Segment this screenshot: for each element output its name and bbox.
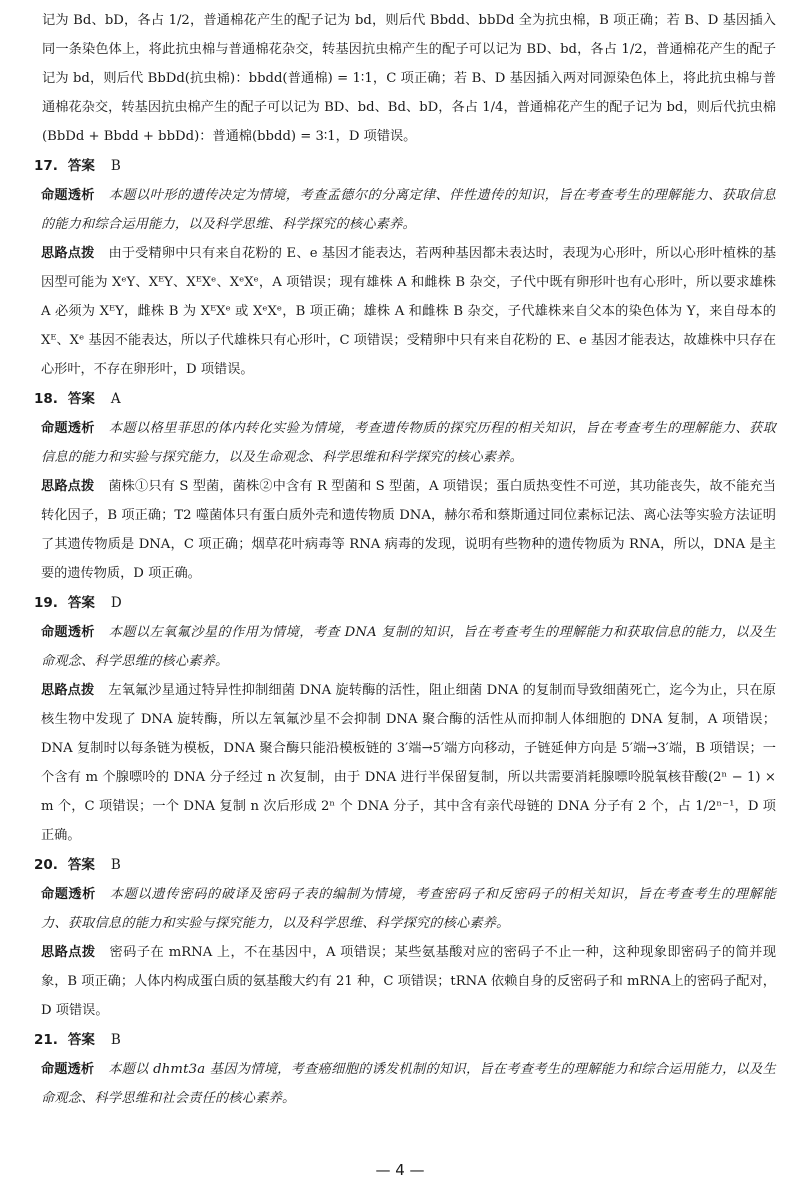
thinking-label: 思路点拨	[41, 479, 95, 494]
answer-value: B	[110, 1032, 121, 1048]
answer-label: 答案	[67, 158, 95, 174]
answer-line	[34, 588, 776, 618]
analysis-text: 本题以遗传密码的破译及密码子表的编制为情境，考查密码子和反密码子的相关知识，旨在考查考生的理解能力、获取信息的能力和实验与探究能力，以及科学思维、科学探究的核心素养。	[41, 887, 776, 931]
answer-line	[34, 1025, 776, 1055]
analysis-label: 命题透析	[41, 421, 95, 436]
answer-label: 答案	[67, 1032, 95, 1048]
analysis-text: 本题以左氧氟沙星的作用为情境，考查 DNA 复制的知识，旨在考查考生的理解能力和获取信息的能力，以及生命观念、科学思维的核心素养。	[41, 625, 777, 669]
thinking-label: 思路点拨	[41, 945, 96, 960]
analysis-label: 命题透析	[41, 887, 96, 902]
answer-value: D	[110, 595, 122, 611]
analysis-paragraph	[41, 618, 776, 676]
thinking-text: 左氧氟沙星通过特异性抑制细菌 DNA 旋转酶的活性，阻止细菌 DNA 的复制而导致细菌死亡，迄今为止，只在原核生物中发现了 DNA 旋转酶，所以左氧氟沙星不会抑制 DNA 聚合酶的活性从而抑制人体细胞的 DNA 复制，A 项错误；DNA 复制时以每条链为模板，DNA 聚合酶只能沿模板链的 3′端→5′端方向移动，子链延伸方向是 5′端→3′端，B 项错误；一个含有 m 个腺嘌呤的 DNA 分子经过 n 次复制，由于 DNA 进行半保留复制，所以共需要消耗腺嘌呤脱氧核苷酸(2ⁿ − 1) × m 个，C 项错误；一个 DNA 复制 n 次后形成 2ⁿ 个 DNA 分子，其中含有亲代母链的 DNA 分子有 2 个，占 1/2ⁿ⁻¹，D 项正确。	[41, 683, 776, 843]
analysis-paragraph	[41, 414, 776, 472]
answer-label: 答案	[67, 595, 95, 611]
answer-value: A	[110, 391, 121, 407]
thinking-paragraph	[41, 676, 776, 850]
analysis-paragraph	[41, 880, 776, 938]
answer-value: B	[110, 857, 121, 873]
thinking-text: 由于受精卵中只有来自花粉的 E、e 基因才能表达，若两种基因都未表达时，表现为心形叶，所以心形叶植株的基因型可能为 XᵉY、XᴱY、XᴱXᵉ、XᵉXᵉ，A 项错误；现有雄株 A 和雌株 B 杂交，子代中既有卵形叶也有心形叶，所以要求雄株 A 必须为 XᴱY，雌株 B 为 XᴱXᵉ 或 XᵉXᵉ，B 项正确；雄株 A 和雌株 B 杂交，子代雄株来自父本的染色体为 Y，来自母本的 Xᴱ、Xᵉ 基因不能表达，所以子代雄株只有心形叶，C 项错误；受精卵中只有来自花粉的 E、e 基因才能表达，故雄株中只存在心形叶，不存在卵形叶，D 项错误。	[41, 246, 777, 377]
answer-label: 答案	[67, 391, 95, 407]
analysis-text: 本题以叶形的遗传决定为情境，考查孟德尔的分离定律、伴性遗传的知识，旨在考查考生的理解能力、获取信息的能力和综合运用能力，以及科学思维、科学探究的核心素养。	[41, 188, 777, 232]
question-block	[34, 384, 776, 588]
analysis-label: 命题透析	[41, 1062, 95, 1077]
analysis-paragraph	[41, 181, 776, 239]
question-list	[34, 151, 776, 1113]
answer-line	[34, 384, 776, 414]
question-block	[34, 588, 776, 850]
answer-value: B	[110, 158, 121, 174]
page-number: — 4 —	[375, 1161, 425, 1179]
thinking-label: 思路点拨	[41, 683, 95, 698]
question-number: 19.	[34, 595, 58, 611]
analysis-label: 命题透析	[41, 625, 95, 640]
thinking-paragraph	[41, 938, 776, 1025]
analysis-text: 本题以格里菲思的体内转化实验为情境，考查遗传物质的探究历程的相关知识，旨在考查考生的理解能力、获取信息的能力和实验与探究能力，以及生命观念、科学思维和科学探究的核心素养。	[41, 421, 777, 465]
analysis-paragraph	[41, 1055, 776, 1113]
thinking-paragraph	[41, 472, 776, 588]
question-block	[34, 850, 776, 1025]
thinking-text: 密码子在 mRNA 上，不在基因中，A 项错误；某些氨基酸对应的密码子不止一种，这种现象即密码子的简并现象，B 项正确；人体内构成蛋白质的氨基酸大约有 21 种，C 项错误；tRNA 依赖自身的反密码子和 mRNA上的密码子配对，D 项错误。	[41, 945, 777, 1018]
analysis-text: 本题以 dhmt3a 基因为情境，考查癌细胞的诱发机制的知识，旨在考查考生的理解能力和综合运用能力，以及生命观念、科学思维和社会责任的核心素养。	[41, 1062, 776, 1106]
question-number: 21.	[34, 1032, 58, 1048]
answer-line	[34, 151, 776, 181]
answer-line	[34, 850, 776, 880]
thinking-paragraph	[41, 239, 776, 384]
question-number: 18.	[34, 391, 58, 407]
intro-paragraph: 记为 Bd、bD，各占 1/2，普通棉花产生的配子记为 bd，则后代 Bbdd、bbDd 全为抗虫棉，B 项正确；若 B、D 基因插入同一条染色体上，将此抗虫棉与普通棉花杂交，转基因抗虫棉产生的配子可以记为 BD、bd，各占 1/2，普通棉花产生的配子记为 bd，则后代 BbDd(抗虫棉)：bbdd(普通棉) = 1∶1，C 项正确；若 B、D 基因插入两对同源染色体上，将此抗虫棉与普通棉花杂交，转基因抗虫棉产生的配子可以记为 BD、bd、Bd、bD，各占 1/4，普通棉花产生的配子记为 bd，则后代抗虫棉(BbDd + Bbdd + bbDd)：普通棉(bbdd) = 3∶1，D 项错误。	[42, 13, 776, 144]
question-block	[34, 151, 776, 384]
thinking-text: 菌株①只有 S 型菌，菌株②中含有 R 型菌和 S 型菌，A 项错误；蛋白质热变性不可逆，其功能丧失，故不能充当转化因子，B 项正确；T2 噬菌体只有蛋白质外壳和遗传物质 DNA，赫尔希和蔡斯通过同位素标记法、离心法等实验方法证明了其遗传物质是 DNA，C 项正确；烟草花叶病毒等 RNA 病毒的发现，说明有些物种的遗传物质为 RNA，所以，DNA 是主要的遗传物质，D 项正确。	[41, 479, 776, 581]
question-block	[34, 1025, 776, 1113]
question-number: 20.	[34, 857, 58, 873]
answer-label: 答案	[67, 857, 95, 873]
question-number: 17.	[34, 158, 58, 174]
thinking-label: 思路点拨	[41, 246, 95, 261]
analysis-label: 命题透析	[41, 188, 95, 203]
